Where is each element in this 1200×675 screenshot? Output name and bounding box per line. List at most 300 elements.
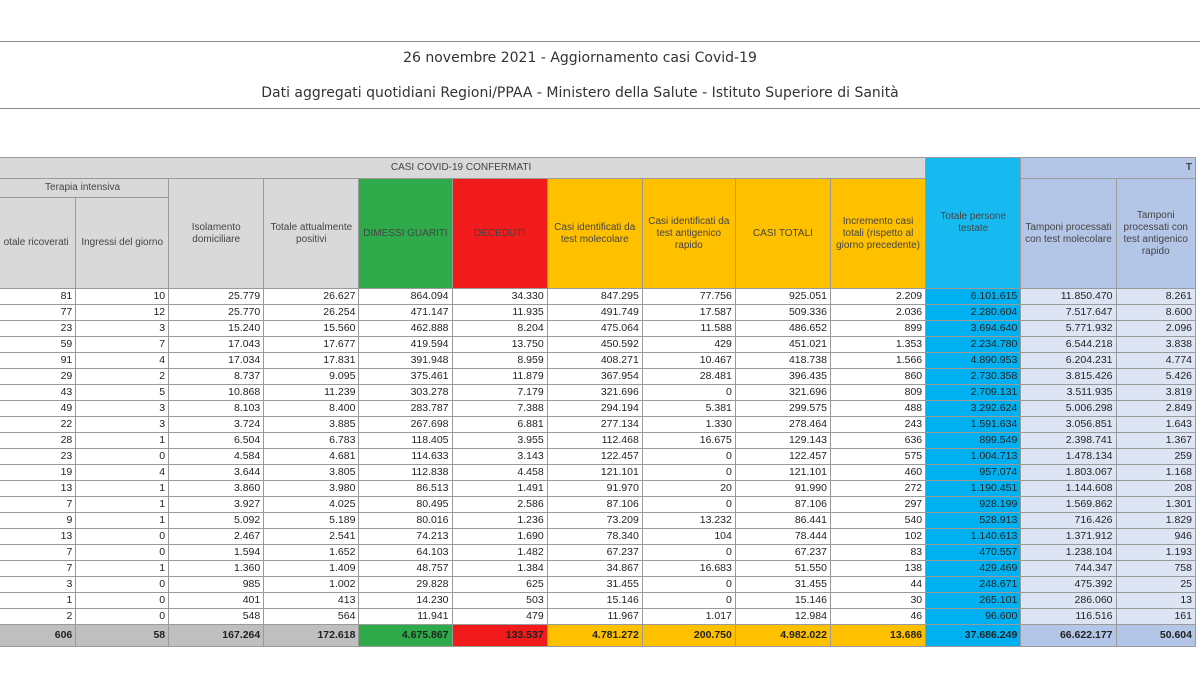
cell-deceduti: 2.586: [452, 497, 547, 513]
cell-deceduti: 479: [452, 609, 547, 625]
cell-ingressi: 0: [76, 593, 169, 609]
cell-incremento: 1.353: [830, 337, 925, 353]
cell-attualmente-positivi: 1.409: [264, 561, 359, 577]
cell-ingressi: 1: [76, 513, 169, 529]
cell-casi-antigenico: 16.683: [642, 561, 735, 577]
table-row: [0, 321, 1196, 337]
cell-casi-totali: 418.738: [735, 353, 830, 369]
total-ingressi: 58: [76, 625, 169, 647]
cell-casi-antigenico: 429: [642, 337, 735, 353]
cell-tamponi-molecolare: 3.815.426: [1021, 369, 1116, 385]
total-tamponi-antigenico: 50.604: [1116, 625, 1195, 647]
cell-ingressi: 1: [76, 433, 169, 449]
total-incremento: 13.686: [830, 625, 925, 647]
col-incremento-casi: Incremento casi totali (rispetto al giorno precedente): [830, 179, 925, 289]
cell-ingressi: 0: [76, 529, 169, 545]
total-deceduti: 133.537: [452, 625, 547, 647]
cell-dimessi-guariti: 14.230: [359, 593, 452, 609]
cell-casi-molecolare: 11.967: [547, 609, 642, 625]
col-totale-persone-testate: Totale persone testate: [926, 158, 1021, 289]
cell-totale-ricoverati: 2: [0, 609, 76, 625]
cell-ingressi: 3: [76, 401, 169, 417]
cell-tamponi-molecolare: 716.426: [1021, 513, 1116, 529]
cell-ingressi: 10: [76, 289, 169, 305]
cell-persone-testate: 6.101.615: [926, 289, 1021, 305]
cell-persone-testate: 429.469: [926, 561, 1021, 577]
cell-ingressi: 0: [76, 577, 169, 593]
cell-totale-ricoverati: 9: [0, 513, 76, 529]
cell-casi-antigenico: 17.587: [642, 305, 735, 321]
cell-attualmente-positivi: 17.831: [264, 353, 359, 369]
cell-casi-totali: 122.457: [735, 449, 830, 465]
cell-isolamento: 4.584: [169, 449, 264, 465]
cell-isolamento: 3.860: [169, 481, 264, 497]
cell-dimessi-guariti: 80.495: [359, 497, 452, 513]
cell-dimessi-guariti: 283.787: [359, 401, 452, 417]
cell-tamponi-antigenico: 3.838: [1116, 337, 1195, 353]
cell-totale-ricoverati: 19: [0, 465, 76, 481]
cell-ingressi: 12: [76, 305, 169, 321]
cell-totale-ricoverati: 22: [0, 417, 76, 433]
cell-tamponi-antigenico: 946: [1116, 529, 1195, 545]
cell-totale-ricoverati: 7: [0, 545, 76, 561]
cell-tamponi-molecolare: 744.347: [1021, 561, 1116, 577]
cell-casi-molecolare: 15.146: [547, 593, 642, 609]
table-row: [0, 561, 1196, 577]
cell-ingressi: 4: [76, 465, 169, 481]
cell-attualmente-positivi: 26.254: [264, 305, 359, 321]
table-row: [0, 577, 1196, 593]
cell-deceduti: 7.388: [452, 401, 547, 417]
col-isolamento-domiciliare: Isolamento domiciliare: [169, 179, 264, 289]
col-casi-test-antigenico: Casi identificati da test antigenico rapido: [642, 179, 735, 289]
cell-tamponi-molecolare: 3.511.935: [1021, 385, 1116, 401]
cell-totale-ricoverati: 81: [0, 289, 76, 305]
cell-incremento: 636: [830, 433, 925, 449]
cell-tamponi-molecolare: 1.569.862: [1021, 497, 1116, 513]
cell-casi-antigenico: 0: [642, 593, 735, 609]
cell-casi-molecolare: 87.106: [547, 497, 642, 513]
cell-casi-antigenico: 0: [642, 497, 735, 513]
cell-isolamento: 17.043: [169, 337, 264, 353]
cell-casi-totali: 396.435: [735, 369, 830, 385]
cell-totale-ricoverati: 7: [0, 497, 76, 513]
table-row: [0, 401, 1196, 417]
total-casi-totali: 4.982.022: [735, 625, 830, 647]
cell-attualmente-positivi: 4.681: [264, 449, 359, 465]
cell-persone-testate: 265.101: [926, 593, 1021, 609]
total-tamponi-molecolare: 66.622.177: [1021, 625, 1116, 647]
cell-deceduti: 4.458: [452, 465, 547, 481]
cell-casi-totali: 67.237: [735, 545, 830, 561]
cell-isolamento: 10.868: [169, 385, 264, 401]
cell-totale-ricoverati: 3: [0, 577, 76, 593]
cell-casi-molecolare: 475.064: [547, 321, 642, 337]
cell-isolamento: 25.779: [169, 289, 264, 305]
cell-ingressi: 2: [76, 369, 169, 385]
cell-casi-antigenico: 0: [642, 577, 735, 593]
cell-ingressi: 3: [76, 417, 169, 433]
cell-incremento: 44: [830, 577, 925, 593]
col-dimessi-guariti: DIMESSI GUARITI: [359, 179, 452, 289]
cell-tamponi-molecolare: 2.398.741: [1021, 433, 1116, 449]
cell-casi-antigenico: 104: [642, 529, 735, 545]
table-row: [0, 353, 1196, 369]
cell-incremento: 860: [830, 369, 925, 385]
cell-incremento: 2.036: [830, 305, 925, 321]
cell-ingressi: 4: [76, 353, 169, 369]
cell-dimessi-guariti: 375.461: [359, 369, 452, 385]
cell-tamponi-molecolare: 116.516: [1021, 609, 1116, 625]
cell-totale-ricoverati: 49: [0, 401, 76, 417]
cell-dimessi-guariti: 74.213: [359, 529, 452, 545]
cell-casi-molecolare: 321.696: [547, 385, 642, 401]
cell-incremento: 1.566: [830, 353, 925, 369]
cell-deceduti: 8.959: [452, 353, 547, 369]
cell-casi-molecolare: 122.457: [547, 449, 642, 465]
cell-attualmente-positivi: 4.025: [264, 497, 359, 513]
cell-persone-testate: 928.199: [926, 497, 1021, 513]
cell-dimessi-guariti: 114.633: [359, 449, 452, 465]
cell-tamponi-molecolare: 6.544.218: [1021, 337, 1116, 353]
cell-deceduti: 1.482: [452, 545, 547, 561]
cell-tamponi-molecolare: 5.771.932: [1021, 321, 1116, 337]
cell-tamponi-antigenico: 1.643: [1116, 417, 1195, 433]
cell-deceduti: 3.143: [452, 449, 547, 465]
cell-attualmente-positivi: 1.652: [264, 545, 359, 561]
cell-incremento: 460: [830, 465, 925, 481]
cell-ingressi: 5: [76, 385, 169, 401]
cell-persone-testate: 2.709.131: [926, 385, 1021, 401]
header-bottom-rule: [0, 108, 1200, 109]
cell-ingressi: 0: [76, 609, 169, 625]
cell-deceduti: 34.330: [452, 289, 547, 305]
cell-dimessi-guariti: 391.948: [359, 353, 452, 369]
cell-deceduti: 11.935: [452, 305, 547, 321]
cell-isolamento: 5.092: [169, 513, 264, 529]
cell-dimessi-guariti: 80.016: [359, 513, 452, 529]
cell-isolamento: 3.724: [169, 417, 264, 433]
cell-casi-totali: 51.550: [735, 561, 830, 577]
cell-persone-testate: 248.671: [926, 577, 1021, 593]
cell-tamponi-molecolare: 11.850.470: [1021, 289, 1116, 305]
table-row: [0, 529, 1196, 545]
cell-attualmente-positivi: 26.627: [264, 289, 359, 305]
cell-tamponi-antigenico: 5.426: [1116, 369, 1195, 385]
cell-casi-molecolare: 491.749: [547, 305, 642, 321]
cell-tamponi-molecolare: 7.517.647: [1021, 305, 1116, 321]
cell-persone-testate: 528.913: [926, 513, 1021, 529]
cell-casi-totali: 87.106: [735, 497, 830, 513]
cell-tamponi-antigenico: 1.367: [1116, 433, 1195, 449]
table-row: [0, 305, 1196, 321]
total-totale-ricoverati: 606: [0, 625, 76, 647]
cell-deceduti: 8.204: [452, 321, 547, 337]
cell-deceduti: 625: [452, 577, 547, 593]
cell-casi-antigenico: 10.467: [642, 353, 735, 369]
cell-persone-testate: 2.730.358: [926, 369, 1021, 385]
cell-casi-molecolare: 450.592: [547, 337, 642, 353]
cell-tamponi-antigenico: 2.849: [1116, 401, 1195, 417]
cell-totale-ricoverati: 13: [0, 481, 76, 497]
table-row: [0, 369, 1196, 385]
col-totale-ricoverati: otale ricoverati: [0, 198, 76, 289]
cell-totale-ricoverati: 23: [0, 449, 76, 465]
cell-casi-totali: 925.051: [735, 289, 830, 305]
cell-attualmente-positivi: 3.885: [264, 417, 359, 433]
cell-casi-totali: 78.444: [735, 529, 830, 545]
cell-persone-testate: 957.074: [926, 465, 1021, 481]
page-subtitle: Dati aggregati quotidiani Regioni/PPAA - Ministero della Salute - Istituto Superiore di Sanità: [261, 85, 899, 101]
cell-tamponi-antigenico: 1.193: [1116, 545, 1195, 561]
cell-dimessi-guariti: 112.838: [359, 465, 452, 481]
cell-casi-totali: 278.464: [735, 417, 830, 433]
cell-casi-totali: 486.652: [735, 321, 830, 337]
cell-casi-antigenico: 77.756: [642, 289, 735, 305]
cell-persone-testate: 4.890.953: [926, 353, 1021, 369]
table-row: [0, 481, 1196, 497]
cell-ingressi: 0: [76, 449, 169, 465]
cell-incremento: 138: [830, 561, 925, 577]
col-casi-totali: CASI TOTALI: [735, 179, 830, 289]
cell-attualmente-positivi: 8.400: [264, 401, 359, 417]
cell-casi-molecolare: 78.340: [547, 529, 642, 545]
cell-incremento: 899: [830, 321, 925, 337]
cell-deceduti: 13.750: [452, 337, 547, 353]
table-row: [0, 449, 1196, 465]
cell-attualmente-positivi: 15.560: [264, 321, 359, 337]
cell-totale-ricoverati: 91: [0, 353, 76, 369]
table-row: [0, 497, 1196, 513]
cell-ingressi: 1: [76, 481, 169, 497]
cell-tamponi-antigenico: 8.600: [1116, 305, 1195, 321]
terapia-intensiva-group-header: Terapia intensiva: [0, 179, 169, 198]
cell-casi-antigenico: 20: [642, 481, 735, 497]
cell-incremento: 102: [830, 529, 925, 545]
cell-casi-antigenico: 0: [642, 465, 735, 481]
cell-incremento: 540: [830, 513, 925, 529]
cell-attualmente-positivi: 5.189: [264, 513, 359, 529]
cell-isolamento: 1.594: [169, 545, 264, 561]
cell-incremento: 2.209: [830, 289, 925, 305]
cell-incremento: 243: [830, 417, 925, 433]
cell-totale-ricoverati: 13: [0, 529, 76, 545]
cell-isolamento: 15.240: [169, 321, 264, 337]
cell-deceduti: 503: [452, 593, 547, 609]
cell-casi-totali: 86.441: [735, 513, 830, 529]
cell-dimessi-guariti: 64.103: [359, 545, 452, 561]
cell-casi-molecolare: 847.295: [547, 289, 642, 305]
total-dimessi-guariti: 4.675.867: [359, 625, 452, 647]
cell-totale-ricoverati: 29: [0, 369, 76, 385]
cell-isolamento: 3.644: [169, 465, 264, 481]
cell-tamponi-molecolare: 1.371.912: [1021, 529, 1116, 545]
col-tamponi-molecolare: Tamponi processati con test molecolare: [1021, 179, 1116, 289]
table-row: [0, 385, 1196, 401]
cell-tamponi-antigenico: 758: [1116, 561, 1195, 577]
cell-tamponi-antigenico: 259: [1116, 449, 1195, 465]
cell-attualmente-positivi: 3.980: [264, 481, 359, 497]
table-row: [0, 609, 1196, 625]
cell-isolamento: 6.504: [169, 433, 264, 449]
cell-deceduti: 1.384: [452, 561, 547, 577]
cell-isolamento: 8.737: [169, 369, 264, 385]
cell-ingressi: 3: [76, 321, 169, 337]
cell-tamponi-antigenico: 3.819: [1116, 385, 1195, 401]
cell-casi-molecolare: 277.134: [547, 417, 642, 433]
col-deceduti: DECEDUTI: [452, 179, 547, 289]
cell-casi-antigenico: 13.232: [642, 513, 735, 529]
cell-deceduti: 7.179: [452, 385, 547, 401]
cell-tamponi-antigenico: 2.096: [1116, 321, 1195, 337]
cell-casi-totali: 509.336: [735, 305, 830, 321]
cell-isolamento: 17.034: [169, 353, 264, 369]
cell-casi-molecolare: 367.954: [547, 369, 642, 385]
cell-ingressi: 0: [76, 545, 169, 561]
cell-attualmente-positivi: 3.805: [264, 465, 359, 481]
cell-isolamento: 401: [169, 593, 264, 609]
covid-cases-table: [0, 157, 1196, 647]
col-totale-attualmente-positivi: Totale attualmente positivi: [264, 179, 359, 289]
cell-dimessi-guariti: 48.757: [359, 561, 452, 577]
cell-deceduti: 6.881: [452, 417, 547, 433]
cell-totale-ricoverati: 23: [0, 321, 76, 337]
cell-casi-totali: 321.696: [735, 385, 830, 401]
cell-dimessi-guariti: 86.513: [359, 481, 452, 497]
cell-casi-totali: 15.146: [735, 593, 830, 609]
cell-dimessi-guariti: 29.828: [359, 577, 452, 593]
cell-tamponi-antigenico: 4.774: [1116, 353, 1195, 369]
cell-deceduti: 11.879: [452, 369, 547, 385]
header-top-rule: [0, 41, 1200, 42]
cell-tamponi-antigenico: 1.168: [1116, 465, 1195, 481]
cell-casi-totali: 129.143: [735, 433, 830, 449]
cell-casi-molecolare: 121.101: [547, 465, 642, 481]
cell-totale-ricoverati: 28: [0, 433, 76, 449]
cell-dimessi-guariti: 471.147: [359, 305, 452, 321]
cell-incremento: 30: [830, 593, 925, 609]
cell-tamponi-molecolare: 1.144.608: [1021, 481, 1116, 497]
confirmed-cases-group-header: CASI COVID-19 CONFERMATI: [0, 158, 926, 179]
cell-attualmente-positivi: 17.677: [264, 337, 359, 353]
table-row: [0, 545, 1196, 561]
cell-persone-testate: 3.292.624: [926, 401, 1021, 417]
cell-isolamento: 985: [169, 577, 264, 593]
cell-persone-testate: 96.600: [926, 609, 1021, 625]
cell-casi-molecolare: 91.970: [547, 481, 642, 497]
cell-isolamento: 1.360: [169, 561, 264, 577]
cell-incremento: 297: [830, 497, 925, 513]
cell-attualmente-positivi: 413: [264, 593, 359, 609]
cell-casi-molecolare: 408.271: [547, 353, 642, 369]
cell-tamponi-molecolare: 1.803.067: [1021, 465, 1116, 481]
cell-ingressi: 1: [76, 561, 169, 577]
total-casi-antigenico: 200.750: [642, 625, 735, 647]
cell-tamponi-molecolare: 1.478.134: [1021, 449, 1116, 465]
cell-deceduti: 1.491: [452, 481, 547, 497]
cell-dimessi-guariti: 11.941: [359, 609, 452, 625]
cell-isolamento: 3.927: [169, 497, 264, 513]
cell-tamponi-molecolare: 3.056.851: [1021, 417, 1116, 433]
cell-casi-antigenico: 1.017: [642, 609, 735, 625]
cell-persone-testate: 1.591.634: [926, 417, 1021, 433]
cell-casi-totali: 451.021: [735, 337, 830, 353]
cell-ingressi: 7: [76, 337, 169, 353]
total-attualmente-positivi: 172.618: [264, 625, 359, 647]
cell-persone-testate: 2.234.780: [926, 337, 1021, 353]
cell-tamponi-antigenico: 1.829: [1116, 513, 1195, 529]
cell-casi-totali: 12.984: [735, 609, 830, 625]
cell-deceduti: 3.955: [452, 433, 547, 449]
table-row: [0, 593, 1196, 609]
cell-isolamento: 25.770: [169, 305, 264, 321]
cell-deceduti: 1.690: [452, 529, 547, 545]
cell-attualmente-positivi: 9.095: [264, 369, 359, 385]
cell-dimessi-guariti: 419.594: [359, 337, 452, 353]
cell-totale-ricoverati: 77: [0, 305, 76, 321]
cell-tamponi-molecolare: 1.238.104: [1021, 545, 1116, 561]
cell-incremento: 809: [830, 385, 925, 401]
cell-dimessi-guariti: 118.405: [359, 433, 452, 449]
cell-incremento: 272: [830, 481, 925, 497]
table-row: [0, 513, 1196, 529]
cell-casi-molecolare: 73.209: [547, 513, 642, 529]
cell-tamponi-molecolare: 5.006.298: [1021, 401, 1116, 417]
cell-tamponi-antigenico: 1.301: [1116, 497, 1195, 513]
cell-attualmente-positivi: 1.002: [264, 577, 359, 593]
cell-tamponi-antigenico: 8.261: [1116, 289, 1195, 305]
cell-casi-antigenico: 11.588: [642, 321, 735, 337]
table-row: [0, 417, 1196, 433]
cell-casi-totali: 121.101: [735, 465, 830, 481]
cell-dimessi-guariti: 267.698: [359, 417, 452, 433]
table-row: [0, 289, 1196, 305]
cell-tamponi-antigenico: 208: [1116, 481, 1195, 497]
cell-dimessi-guariti: 864.094: [359, 289, 452, 305]
cell-attualmente-positivi: 2.541: [264, 529, 359, 545]
cell-attualmente-positivi: 6.783: [264, 433, 359, 449]
cell-casi-molecolare: 294.194: [547, 401, 642, 417]
table-row: [0, 465, 1196, 481]
cell-casi-molecolare: 34.867: [547, 561, 642, 577]
table-row: [0, 433, 1196, 449]
cell-incremento: 575: [830, 449, 925, 465]
cell-totale-ricoverati: 43: [0, 385, 76, 401]
cell-persone-testate: 2.280.604: [926, 305, 1021, 321]
col-casi-test-molecolare: Casi identificati da test molecolare: [547, 179, 642, 289]
cell-deceduti: 1.236: [452, 513, 547, 529]
table-body: [0, 289, 1196, 647]
cell-persone-testate: 3.694.640: [926, 321, 1021, 337]
cell-totale-ricoverati: 1: [0, 593, 76, 609]
cell-totale-ricoverati: 7: [0, 561, 76, 577]
page-title: 26 novembre 2021 - Aggiornamento casi Covid-19: [403, 50, 757, 66]
cell-casi-totali: 91.990: [735, 481, 830, 497]
cell-casi-antigenico: 0: [642, 545, 735, 561]
total-casi-molecolare: 4.781.272: [547, 625, 642, 647]
cell-dimessi-guariti: 462.888: [359, 321, 452, 337]
cell-incremento: 83: [830, 545, 925, 561]
cell-tamponi-molecolare: 6.204.231: [1021, 353, 1116, 369]
table-row: [0, 337, 1196, 353]
cell-casi-antigenico: 16.675: [642, 433, 735, 449]
cell-persone-testate: 1.140.613: [926, 529, 1021, 545]
cell-dimessi-guariti: 303.278: [359, 385, 452, 401]
cell-tamponi-antigenico: 25: [1116, 577, 1195, 593]
cell-casi-totali: 31.455: [735, 577, 830, 593]
cell-incremento: 46: [830, 609, 925, 625]
cell-casi-antigenico: 5.381: [642, 401, 735, 417]
